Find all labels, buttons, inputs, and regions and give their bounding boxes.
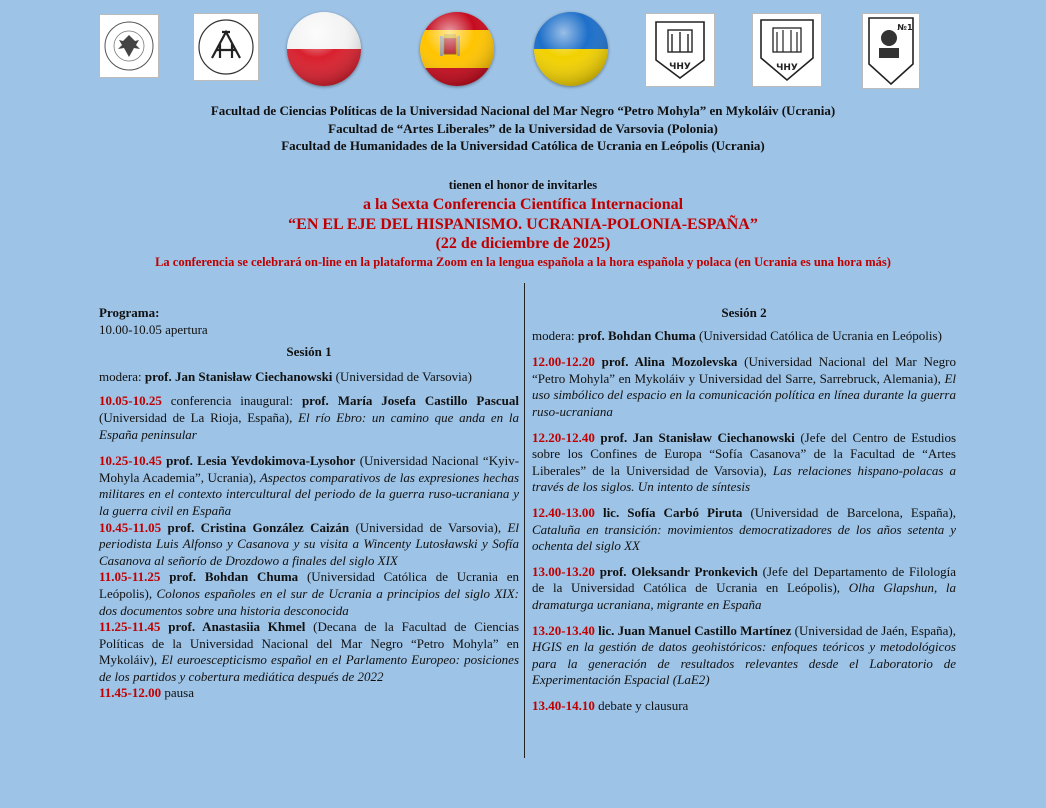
- session-1-entry-4: [99, 569, 519, 619]
- session-2-entry-4: [532, 564, 956, 614]
- svg-text:ЧНУ: ЧНУ: [669, 62, 691, 72]
- closing-text: debate y clausura: [598, 697, 689, 713]
- chnu-logo-1: [645, 13, 715, 87]
- entry-affiliation: (Universidad de Varsovia),: [355, 519, 502, 535]
- entry-title: Las relaciones hispano-polacas a través de los siglos. Un intento de síntesis: [532, 462, 956, 495]
- organizers-header: [0, 102, 1046, 155]
- entry-title: El periodista Luis Alfonso y Casanova y su visita a Wincenty Lutosławski y Sofía Casanova al señorío de Drozdowo a finales del siglo XIX: [99, 519, 520, 568]
- entry-affiliation: (Universidad de Jaén, España),: [794, 622, 957, 638]
- session-2-entry-5: [532, 623, 956, 689]
- university-of-warsaw-seal-logo: [99, 14, 159, 78]
- entry-speaker: prof. Cristina González Caizán: [167, 519, 350, 535]
- session-2-title: Sesión 2: [721, 305, 767, 320]
- entry-affiliation: (Universidad de La Rioja, España),: [99, 409, 293, 425]
- svg-text:ЧНУ: ЧНУ: [776, 63, 798, 73]
- entry-title: Aspectos comparativos de las expresiones hechas militares en el contexto intercultural del periodo de la guerra ruso-ucraniana y la guerra civil en España: [99, 469, 519, 518]
- column-divider: [524, 283, 525, 758]
- entry-affiliation: (Universidad Nacional del Mar Negro “Petro Mohyla” en Mykoláiv y Universidad del Sarre, Sarrebruck, Alemania),: [532, 354, 957, 386]
- pause-time: 11.45-12.00: [99, 685, 162, 701]
- moderator-prefix: modera:: [532, 327, 575, 343]
- session-2-entry-2: [532, 430, 956, 496]
- entry-speaker: lic. Sofía Carbó Piruta: [602, 504, 743, 520]
- conference-title: “EN EL EJE DEL HISPANISMO. UCRANIA-POLONIA-ESPAÑA”: [288, 216, 758, 233]
- pause-row: [99, 685, 519, 702]
- entry-time: 10.05-10.25: [99, 393, 162, 409]
- closing-row: [532, 698, 956, 715]
- ukraine-flag-icon: [534, 12, 608, 86]
- conference-note: La conferencia se celebrará on-line en la plataforma Zoom en la lengua española a la hora española y polaca (en Ucrania es una hora más): [155, 255, 891, 269]
- entry-affiliation: (Universidad Nacional “Kyiv-Mohyla Academia”, Ucrania),: [99, 453, 520, 485]
- session-2-column: [532, 305, 956, 714]
- entry-affiliation: (Universidad de Barcelona, España),: [750, 504, 957, 520]
- moderator-affiliation: (Universidad de Varsovia): [335, 368, 472, 384]
- entry-speaker: prof. Alina Mozolevska: [601, 354, 738, 370]
- opening-time: 10.00-10.05: [99, 321, 162, 337]
- organizer-line-1: Facultad de Ciencias Políticas de la Universidad Nacional del Mar Negro “Petro Mohyla” en Mykoláiv (Ucrania): [210, 103, 836, 118]
- entry-affiliation: (Jefe del Centro de Estudios sobre los Confines de Europa “Sofía Casanova” de la Facultad de “Artes Liberales” de la Universidad de Varsovia),: [532, 429, 957, 478]
- entry-title: El uso simbólico del espacio en la comunicación política en línea durante la guerra ruso-ucraniana: [532, 370, 956, 419]
- session-1-entry-1: [99, 393, 519, 443]
- moderator-prefix: modera:: [99, 368, 142, 384]
- entry-affiliation: (Universidad Católica de Ucrania en Leópolis),: [99, 569, 519, 601]
- organizer-line-3: Facultad de Humanidades de la Universidad Católica de Ucrania en Leópolis (Ucrania): [281, 138, 765, 153]
- entry-speaker: prof. Jan Stanisław Ciechanowski: [600, 429, 795, 445]
- artes-liberales-faculty-logo: [193, 13, 259, 81]
- entry-title: Cataluña en transición: movimientos democratizadores de los años setenta y ochenta del siglo XX: [532, 521, 956, 554]
- opening-text: apertura: [165, 321, 208, 337]
- entry-speaker: prof. Bohdan Chuma: [169, 569, 299, 585]
- entry-title: El euroescepticismo español en el Parlamento Europeo: posiciones de los partidos y cobertura mediática después de 2022: [99, 652, 520, 684]
- session-1-column: [99, 305, 519, 702]
- session-1-moderator: [99, 369, 519, 386]
- entry-speaker: prof. Oleksandr Pronkevich: [599, 563, 758, 579]
- organizer-line-2: Facultad de “Artes Liberales” de la Universidad de Varsovia (Polonia): [328, 120, 718, 136]
- entry-speaker: prof. Lesia Yevdokimova-Lysohor: [166, 453, 356, 469]
- entry-time: 11.05-11.25: [99, 569, 161, 585]
- chnu-logo-2: [752, 13, 822, 87]
- moderator-name: prof. Bohdan Chuma: [577, 327, 696, 343]
- entry-speaker: prof. María Josefa Castillo Pascual: [301, 393, 519, 409]
- entry-speaker: prof. Anastasiia Khmel: [168, 619, 306, 635]
- entry-time: 12.40-13.00: [532, 504, 595, 520]
- entry-time: 13.20-13.40: [532, 622, 595, 638]
- invite-honor-text: tienen el honor de invitarles: [448, 178, 598, 192]
- closing-time: 13.40-14.10: [532, 697, 595, 713]
- program-label: Programa:: [99, 305, 160, 320]
- entry-time: 12.20-12.40: [532, 429, 595, 445]
- entry-title: El río Ebro: un camino que anda en la España peninsular: [99, 409, 519, 442]
- poland-flag-icon: [287, 12, 361, 86]
- entry-time: 13.00-13.20: [532, 563, 595, 579]
- faculty-logo-3: [862, 13, 920, 89]
- conference-name: a la Sexta Conferencia Científica Internacional: [362, 196, 684, 213]
- session-1-entry-2: [99, 453, 519, 519]
- opening-row: [99, 322, 519, 339]
- moderator-affiliation: (Universidad Católica de Ucrania en Leópolis): [698, 327, 942, 343]
- svg-text:№1: №1: [897, 23, 913, 32]
- entry-title: Olha Glapshun, la dramaturga ucraniana, migrante en España: [532, 580, 957, 612]
- entry-time: 12.00-12.20: [532, 354, 595, 370]
- entry-time: 10.45-11.05: [99, 519, 162, 535]
- entry-affiliation: (Decana de la Facultad de Ciencias Políticas de la Universidad Nacional del Mar Negro “Petro Mohyla” en Mykoláiv),: [99, 619, 520, 668]
- entry-prefix: conferencia inaugural:: [170, 393, 294, 409]
- session-2-entry-3: [532, 505, 956, 555]
- entry-title: Colonos españoles en el sur de Ucrania a principios del siglo XIX: dos documentos sobre una historia desconocida: [99, 585, 519, 618]
- conference-date: (22 de diciembre de 2025): [435, 235, 611, 252]
- spain-flag-icon: [420, 12, 494, 86]
- session-1-entry-5: [99, 619, 519, 685]
- entry-speaker: lic. Juan Manuel Castillo Martínez: [598, 622, 792, 638]
- entry-time: 11.25-11.45: [99, 619, 161, 635]
- pause-text: pausa: [164, 685, 194, 701]
- entry-affiliation: (Jefe del Departamento de Filología de la Universidad Católica de Ucrania en Leópolis),: [532, 563, 956, 596]
- invitation-block: [0, 176, 1046, 271]
- entry-time: 10.25-10.45: [99, 453, 162, 469]
- logo-row: [0, 8, 1046, 100]
- session-1-title: Sesión 1: [286, 344, 332, 360]
- entry-title: HGIS en la gestión de datos geohistóricos: enfoques teóricos y metodológicos para la generación de resultados relevantes desde el Laboratorio de Experimentación Espacial (LaE2): [532, 639, 956, 688]
- moderator-name: prof. Jan Stanisław Ciechanowski: [144, 368, 333, 384]
- session-1-entry-3: [99, 520, 519, 570]
- session-2-moderator: [532, 328, 956, 345]
- session-2-entry-1: [532, 354, 956, 420]
